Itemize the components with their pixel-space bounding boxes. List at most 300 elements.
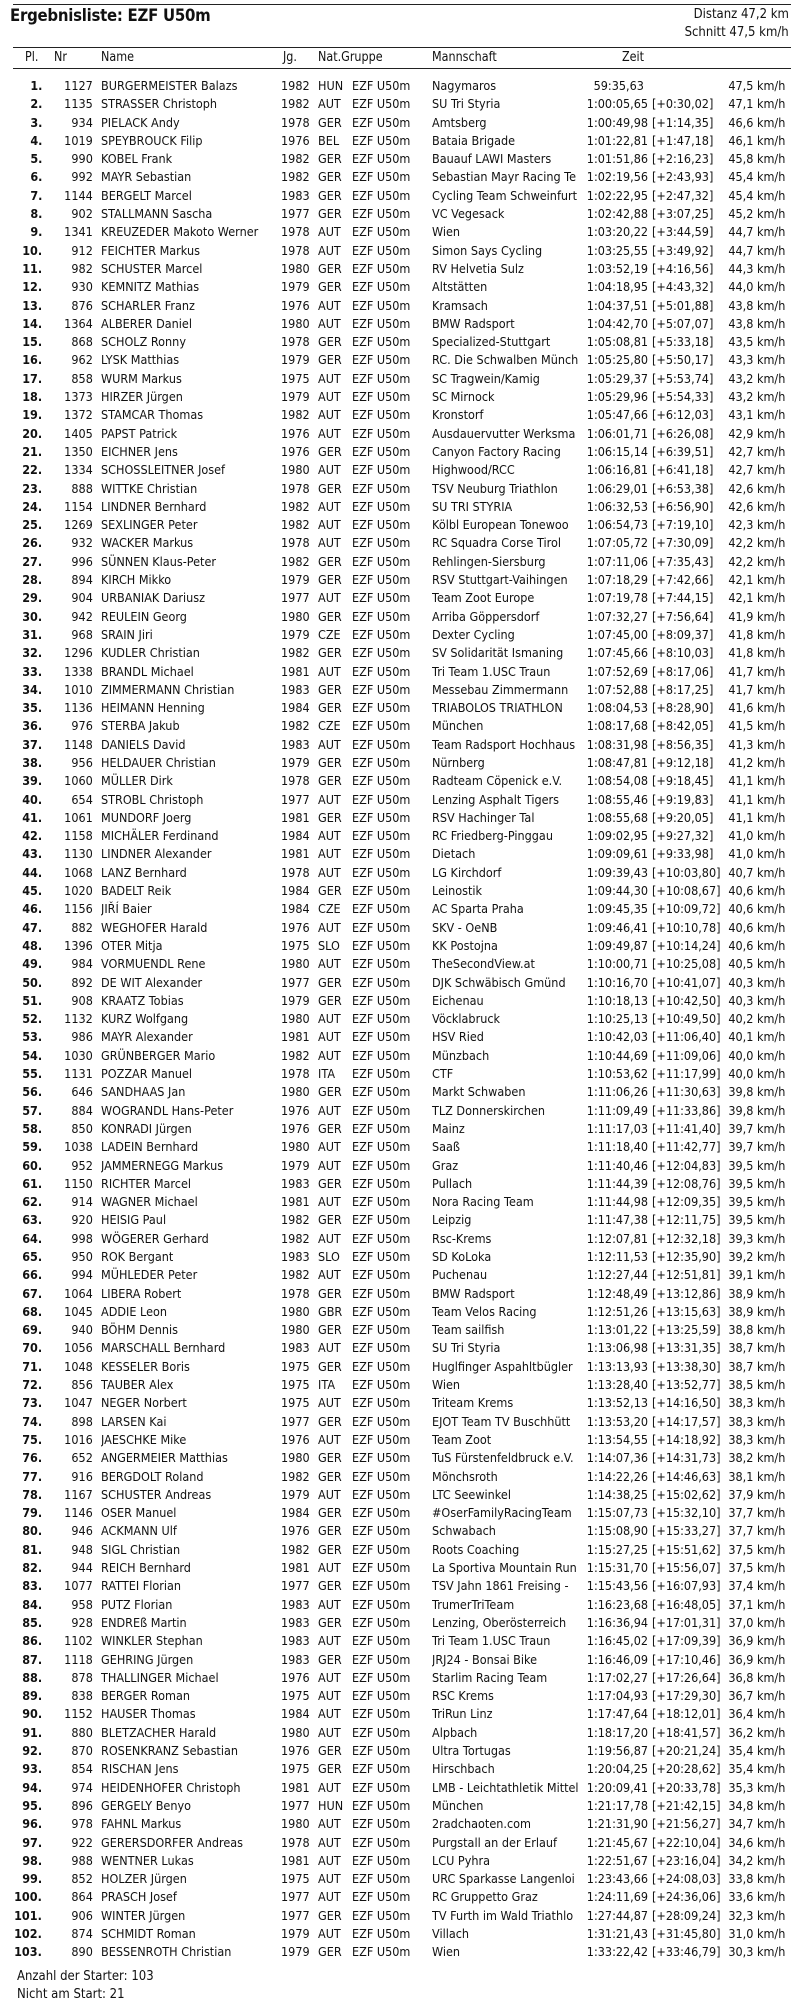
bib-number [60,370,93,388]
place [0,223,42,241]
bib-number-text: 1048 [64,1358,93,1374]
bib-number-text: 956 [71,754,93,770]
place-text: 50. [22,974,42,990]
team-text: URC Sparkasse Langenloi [432,1871,575,1887]
birth-year [281,278,313,296]
avg-speed-text: 41,6 km/h [728,700,786,716]
group-text: EZF U50m [352,791,411,807]
time-gap [652,1541,721,1559]
birth-year [281,900,313,918]
avg-speed [722,315,784,333]
birth-year [281,297,313,315]
birth-year-text: 1980 [281,462,310,478]
team [432,1339,590,1357]
time-gap [652,425,718,443]
avg-speed-text: 37,4 km/h [728,1578,786,1594]
bib-number [60,443,93,461]
team-text: VC Vegesack [432,206,505,222]
time-gap-text: [+9:20,05] [652,809,714,825]
time-gap [652,223,718,241]
time-gap-text: [+23:16,04] [652,1852,721,1868]
avg-speed-text: 39,5 km/h [728,1212,786,1228]
finish-time-text: 1:11:44,98 [586,1194,649,1210]
birth-year-text: 1984 [281,828,310,844]
time-gap [652,1504,721,1522]
time-gap-text: [+8:17,06] [652,663,714,679]
athlete-name-text: SCHOLZ Ronny [101,334,186,350]
birth-year [281,1705,313,1723]
nationality [318,1010,343,1028]
finish-time [580,425,649,443]
place-text: 16. [22,352,42,368]
group-text: EZF U50m [352,828,411,844]
table-row [0,772,806,790]
finish-time-text: 1:11:18,40 [586,1139,649,1155]
avg-speed [722,1486,784,1504]
place [0,699,42,717]
avg-speed-text: 40,0 km/h [728,1047,786,1063]
group-text: EZF U50m [352,1633,411,1649]
nationality [318,1651,344,1669]
place-text: 43. [22,846,42,862]
avg-speed-text: 34,6 km/h [728,1834,786,1850]
bib-number [60,516,93,534]
finish-time [580,1449,649,1467]
birth-year [281,1303,313,1321]
team [432,534,590,552]
table-row [0,1248,806,1266]
bib-number [60,333,93,351]
time-gap-text: [+12:09,35] [652,1194,721,1210]
nationality [318,1266,343,1284]
bib-number-text: 1077 [64,1578,93,1594]
avg-speed-text: 37,5 km/h [728,1541,786,1557]
group [352,187,417,205]
place [0,114,42,132]
group-text: EZF U50m [352,1907,411,1923]
place [0,187,42,205]
time-gap-text: [+11:17,99] [652,1066,721,1082]
place [0,1120,42,1138]
athlete-name [101,1742,276,1760]
bib-number-text: 1144 [64,187,93,203]
team [432,1522,590,1540]
table-row [0,1870,806,1888]
time-gap-text: [+8:28,90] [652,700,714,716]
finish-time [580,1175,649,1193]
time-gap-text: [+15:51,62] [652,1541,721,1557]
bib-number-text: 1154 [64,498,93,514]
team-text: Puchenau [432,1267,488,1283]
time-gap-text: [+10:10,78] [652,919,721,935]
table-row [0,571,806,589]
avg-speed [722,260,784,278]
athlete-name-text: SCHOSSLEITNER Josef [101,462,226,478]
table-row [0,1358,806,1376]
bib-number [60,1193,93,1211]
place [0,553,42,571]
group-text: EZF U50m [352,1761,411,1777]
athlete-name [101,150,276,168]
time-gap [652,553,718,571]
birth-year-text: 1984 [281,1706,310,1722]
athlete-name [101,1120,276,1138]
group [352,1376,417,1394]
birth-year [281,1888,313,1906]
nationality-text: GER [318,883,342,899]
bib-number [60,315,93,333]
avg-speed-text: 39,7 km/h [728,1139,786,1155]
birth-year-text: 1975 [281,1358,310,1374]
group [352,827,417,845]
athlete-name-text: STROBL Christoph [101,791,204,807]
team-text: Team Zoot [432,1431,492,1447]
time-gap [652,900,721,918]
nationality [318,260,344,278]
avg-speed-text: 35,3 km/h [728,1779,786,1795]
time-gap-text: [+15:32,10] [652,1505,721,1521]
nationality-text: GER [318,572,342,588]
avg-speed [722,1779,784,1797]
time-gap-text: [+10:03,80] [652,864,721,880]
group-text: EZF U50m [352,1212,411,1228]
birth-year-text: 1981 [281,1194,310,1210]
avg-speed [722,717,784,735]
table-row [0,1596,806,1614]
nationality-text: AUT [318,1395,341,1411]
team-text: LTC Seewinkel [432,1486,511,1502]
team [432,315,590,333]
birth-year [281,1266,313,1284]
bib-number-text: 1038 [64,1139,93,1155]
team-text: Pullach [432,1175,473,1191]
nationality-text: AUT [318,1596,341,1612]
group [352,1175,417,1193]
birth-year [281,315,313,333]
nationality [318,717,343,735]
avg-speed [722,1065,784,1083]
birth-year [281,534,313,552]
birth-year-text: 1982 [281,553,310,569]
team [432,553,590,571]
group-text: EZF U50m [352,1029,411,1045]
athlete-name-text: DANIELS David [101,736,186,752]
table-row [0,1431,806,1449]
birth-year-text: 1982 [281,1468,310,1484]
athlete-name-text: HEIDENHOFER Christoph [101,1779,241,1795]
avg-speed-text: 32,3 km/h [728,1907,786,1923]
team [432,1285,590,1303]
time-gap [652,663,718,681]
birth-year [281,882,313,900]
place [0,333,42,351]
table-row [0,370,806,388]
team [432,150,590,168]
group-text: EZF U50m [352,1230,411,1246]
bib-number [60,1285,93,1303]
birth-year [281,864,313,882]
athlete-name [101,754,276,772]
bib-number-text: 940 [71,1322,93,1338]
athlete-name [101,1193,276,1211]
bib-number [60,1413,93,1431]
place [0,1614,42,1632]
team [432,1559,590,1577]
place-text: 101. [14,1907,42,1923]
group-text: EZF U50m [352,224,411,240]
time-gap [652,333,718,351]
team-text: Dietach [432,846,476,862]
bib-number-text: 1373 [64,389,93,405]
athlete-name [101,461,276,479]
athlete-name-text: STAMCAR Thomas [101,407,204,423]
avg-speed [722,516,784,534]
finish-time-text: 1:13:06,98 [586,1340,649,1356]
avg-speed-text: 41,1 km/h [728,809,786,825]
nationality [318,809,344,827]
nationality [318,425,343,443]
finish-time [580,333,649,351]
bib-number [60,150,93,168]
athlete-name [101,278,276,296]
birth-year [281,1431,313,1449]
birth-year-text: 1980 [281,956,310,972]
table-row [0,1907,806,1925]
bib-number [60,278,93,296]
team-text: SV Solidarität Ismaning [432,645,564,661]
time-gap-text: [+12:35,90] [652,1249,721,1264]
group [352,644,417,662]
birth-year [281,388,313,406]
finish-time-text: 1:06:01,71 [586,425,649,441]
nationality-text: ITA [318,1377,336,1393]
team [432,1852,590,1870]
finish-time-text: 1:07:18,29 [586,572,649,588]
avg-speed-text: 38,2 km/h [728,1450,786,1466]
bib-number-text: 892 [71,974,93,990]
time-gap-text: [+2:43,93] [652,169,714,185]
team-text: AC Sparta Praha [432,901,524,917]
finish-time-text: 1:20:09,41 [586,1779,649,1795]
place-text: 37. [22,736,42,752]
time-gap-text: [+5:50,17] [652,352,714,368]
avg-speed-text: 40,1 km/h [728,1029,786,1045]
bib-number-text: 1136 [64,700,93,716]
bib-number-text: 1064 [64,1285,93,1301]
athlete-name [101,114,276,132]
bib-number [60,1577,93,1595]
finish-time-text: 1:15:31,70 [586,1560,649,1576]
team [432,864,590,882]
table-row [0,1157,806,1175]
team-text: RC Squadra Corse Tirol [432,535,561,551]
group [352,1248,417,1266]
birth-year [281,1175,313,1193]
athlete-name-text: ACKMANN Ulf [101,1523,177,1539]
nationality-text: AUT [318,736,341,752]
team [432,608,590,626]
table-row [0,132,806,150]
table-row [0,1138,806,1156]
group-text: EZF U50m [352,1413,411,1429]
table-row [0,351,806,369]
time-gap-text: [+12:32,18] [652,1230,721,1246]
place-text: 58. [22,1120,42,1136]
athlete-name [101,1779,276,1797]
time-gap [652,772,718,790]
nationality [318,333,344,351]
birth-year-text: 1976 [281,1523,310,1539]
time-gap-text: [+15:33,27] [652,1523,721,1539]
bib-number [60,1175,93,1193]
team [432,571,590,589]
avg-speed [722,1431,784,1449]
avg-speed [722,974,784,992]
place [0,663,42,681]
avg-speed-text: 41,1 km/h [728,773,786,789]
group-text: EZF U50m [352,1358,411,1374]
team [432,1760,590,1778]
group-text: EZF U50m [352,1578,411,1594]
place [0,1358,42,1376]
finish-time [580,1339,649,1357]
team [432,845,590,863]
place-text: 48. [22,937,42,953]
group [352,1083,417,1101]
time-gap [652,205,718,223]
nationality-text: GER [318,1743,342,1759]
finish-time [580,571,649,589]
team-text: TuS Fürstenfeldbruck e.V. [432,1450,574,1466]
team-text: Ausdauervutter Werksma [432,425,576,441]
avg-speed-text: 39,8 km/h [728,1102,786,1118]
finish-time [580,1815,649,1833]
avg-speed-text: 38,5 km/h [728,1377,786,1393]
place-text: 63. [22,1212,42,1228]
team-text: Wien [432,1377,461,1393]
team-text: RV Helvetia Sulz [432,260,524,276]
place [0,1797,42,1815]
team [432,480,590,498]
avg-speed [722,1559,784,1577]
finish-time-text: 1:05:25,80 [586,352,649,368]
team-text: JRJ24 - Bonsai Bike [432,1651,538,1667]
col-header-number: Nr [54,50,67,65]
time-gap-text: [+7:19,10] [652,517,714,533]
time-gap-text: [+10:49,50] [652,1011,721,1027]
time-gap [652,1779,721,1797]
table-row [0,114,806,132]
time-gap [652,1596,721,1614]
time-gap-text: [+0:30,02] [652,96,714,112]
nationality-text: AUT [318,919,341,935]
birth-year [281,1047,313,1065]
birth-year-text: 1980 [281,1011,310,1027]
avg-speed-text: 37,0 km/h [728,1614,786,1630]
bib-number [60,772,93,790]
table-row [0,937,806,955]
nationality [318,1687,343,1705]
athlete-name [101,1815,276,1833]
nationality [318,1047,343,1065]
finish-time-text: 1:16:45,02 [586,1633,649,1649]
avg-speed [722,955,784,973]
athlete-name [101,1303,276,1321]
group [352,1943,417,1961]
time-gap-text: [+6:26,08] [652,425,714,441]
birth-year [281,681,313,699]
bib-number [60,1083,93,1101]
group [352,1724,417,1742]
place [0,1413,42,1431]
finish-time [580,370,649,388]
athlete-name [101,882,276,900]
finish-time-text: 1:15:43,56 [586,1578,649,1594]
nationality [318,791,343,809]
time-gap-text: [+10:42,50] [652,992,721,1008]
place-text: 4. [29,132,42,148]
athlete-name [101,1925,276,1943]
finish-time-text: 1:09:02,95 [586,828,649,844]
avg-speed-text: 39,5 km/h [728,1157,786,1173]
group [352,1834,417,1852]
nationality [318,571,344,589]
group-text: EZF U50m [352,407,411,423]
athlete-name-text: SEXLINGER Peter [101,517,198,533]
time-gap [652,1632,721,1650]
bib-number [60,663,93,681]
group-text: EZF U50m [352,425,411,441]
table-row [0,1559,806,1577]
time-gap [652,1120,721,1138]
place-text: 62. [22,1194,42,1210]
team [432,955,590,973]
birth-year-text: 1977 [281,590,310,606]
bib-number-text: 1269 [64,517,93,533]
birth-year [281,150,313,168]
team [432,1596,590,1614]
team-text: TRIABOLOS TRIATHLON [432,700,563,716]
bib-number [60,260,93,278]
finish-time [580,919,649,937]
birth-year-text: 1983 [281,1633,310,1649]
place-text: 98. [22,1852,42,1868]
athlete-name [101,809,276,827]
avg-speed-text: 45,8 km/h [728,151,786,167]
avg-speed [722,1870,784,1888]
table-row [0,95,806,113]
nationality [318,242,343,260]
distance-label: Distanz 47,2 km [693,7,789,22]
bib-number [60,1779,93,1797]
table-row [0,1339,806,1357]
nationality-text: AUT [318,1340,341,1356]
finish-time-text: 1:10:53,62 [586,1066,649,1082]
team [432,1651,590,1669]
avg-speed-text: 42,7 km/h [728,443,786,459]
avg-speed [722,1358,784,1376]
birth-year-text: 1976 [281,443,310,459]
place-text: 27. [22,553,42,569]
finish-time [580,1834,649,1852]
place-text: 103. [14,1944,42,1960]
avg-speed-text: 36,7 km/h [728,1688,786,1704]
table-row [0,406,806,424]
time-gap [652,1285,721,1303]
athlete-name-text: WENTNER Lukas [101,1852,194,1868]
athlete-name-text: LARSEN Kai [101,1413,167,1429]
group-text: EZF U50m [352,1816,411,1832]
